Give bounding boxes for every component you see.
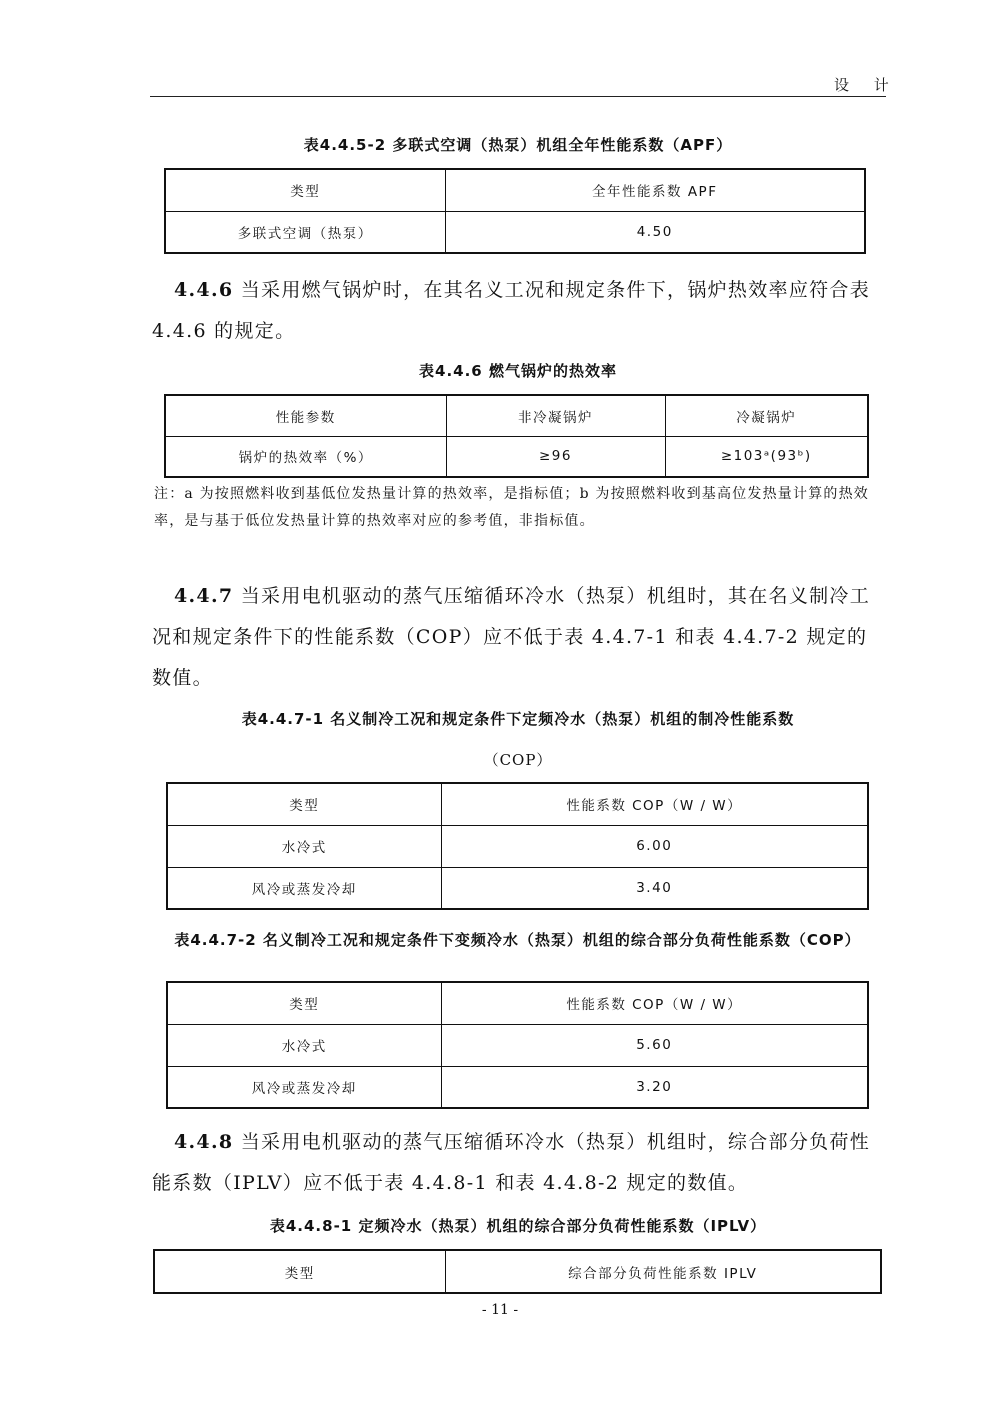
table-cell: 风冷或蒸发冷却 <box>167 1066 441 1108</box>
table-4-4-5-2 <box>164 168 866 254</box>
table-row <box>165 211 865 253</box>
table-header-cell: 全年性能系数 APF <box>445 169 865 211</box>
table-cell: 锅炉的热效率（%） <box>165 436 446 477</box>
table-4-4-8-1-caption: 表4.4.8-1 定频冷水（热泵）机组的综合部分负荷性能系数（IPLV） <box>269 1217 767 1235</box>
table-cell: 5.60 <box>441 1024 868 1066</box>
table-4-4-7-2-caption: 表4.4.7-2 名义制冷工况和规定条件下变频冷水（热泵）机组的综合部分负荷性能系数（COP） <box>174 931 861 949</box>
table-cell: ≥96 <box>446 436 665 477</box>
table-4-4-7-2 <box>166 981 869 1109</box>
table-4-4-6-caption: 表4.4.6 燃气锅炉的热效率 <box>419 362 617 380</box>
table-row <box>167 825 868 867</box>
table-header-cell: 性能系数 COP（W / W） <box>441 783 868 825</box>
table-cell: 多联式空调（热泵） <box>165 211 445 253</box>
page-number: - 11 - <box>481 1302 519 1318</box>
table-row <box>167 867 868 909</box>
table-header-cell: 综合部分负荷性能系数 IPLV <box>445 1250 881 1293</box>
table-header-cell: 非冷凝锅炉 <box>446 395 665 436</box>
table-row <box>167 1066 868 1108</box>
table-cell: ≥103ᵃ(93ᵇ) <box>665 436 868 477</box>
table-row <box>165 436 868 477</box>
table-cell: 6.00 <box>441 825 868 867</box>
table-header-cell: 类型 <box>165 169 445 211</box>
clause-number: 4.4.6 <box>174 279 234 301</box>
table-row <box>167 1024 868 1066</box>
table-4-4-6-note: 注：a 为按照燃料收到基低位发热量计算的热效率，是指标值；b 为按照燃料收到基高位发热量计算的热效率，是与基于低位发热量计算的热效率对应的参考值，非指标值。 <box>154 486 870 529</box>
table-header-cell: 类型 <box>167 783 441 825</box>
table-header-cell: 性能参数 <box>165 395 446 436</box>
table-header-cell: 冷凝锅炉 <box>665 395 868 436</box>
table-cell: 水冷式 <box>167 825 441 867</box>
clause-4-4-6 <box>152 270 882 352</box>
running-header: 设 计 <box>834 76 899 94</box>
table-4-4-6 <box>164 394 869 478</box>
clause-number: 4.4.8 <box>174 1131 234 1153</box>
clause-text: 当采用电机驱动的蒸气压缩循环冷水（热泵）机组时，综合部分负荷性能系数（IPLV）应不低于表 4.4.8-1 和表 4.4.8-2 规定的数值。 <box>152 1131 871 1194</box>
clause-4-4-8 <box>152 1122 882 1204</box>
clause-4-4-7 <box>152 576 882 699</box>
table-4-4-8-1 <box>153 1249 882 1294</box>
clause-number: 4.4.7 <box>174 585 234 607</box>
clause-text: 当采用电机驱动的蒸气压缩循环冷水（热泵）机组时，其在名义制冷工况和规定条件下的性能系数（COP）应不低于表 4.4.7-1 和表 4.4.7-2 规定的数值。 <box>152 585 871 689</box>
table-cell: 3.20 <box>441 1066 868 1108</box>
table-4-4-5-2-caption: 表4.4.5-2 多联式空调（热泵）机组全年性能系数（APF） <box>303 136 733 154</box>
table-header-cell: 类型 <box>167 982 441 1024</box>
table-cell: 风冷或蒸发冷却 <box>167 867 441 909</box>
table-header-cell: 性能系数 COP（W / W） <box>441 982 868 1024</box>
table-4-4-7-1-caption-line2: （COP） <box>483 751 553 769</box>
clause-text: 当采用燃气锅炉时，在其名义工况和规定条件下，锅炉热效率应符合表 4.4.6 的规定。 <box>152 279 871 342</box>
header-divider <box>150 96 886 97</box>
table-4-4-7-1 <box>166 782 869 910</box>
table-cell: 4.50 <box>445 211 865 253</box>
table-cell: 3.40 <box>441 867 868 909</box>
table-4-4-7-1-caption: 表4.4.7-1 名义制冷工况和规定条件下定频冷水（热泵）机组的制冷性能系数 <box>241 710 795 728</box>
table-header-cell: 类型 <box>154 1250 445 1293</box>
table-cell: 水冷式 <box>167 1024 441 1066</box>
